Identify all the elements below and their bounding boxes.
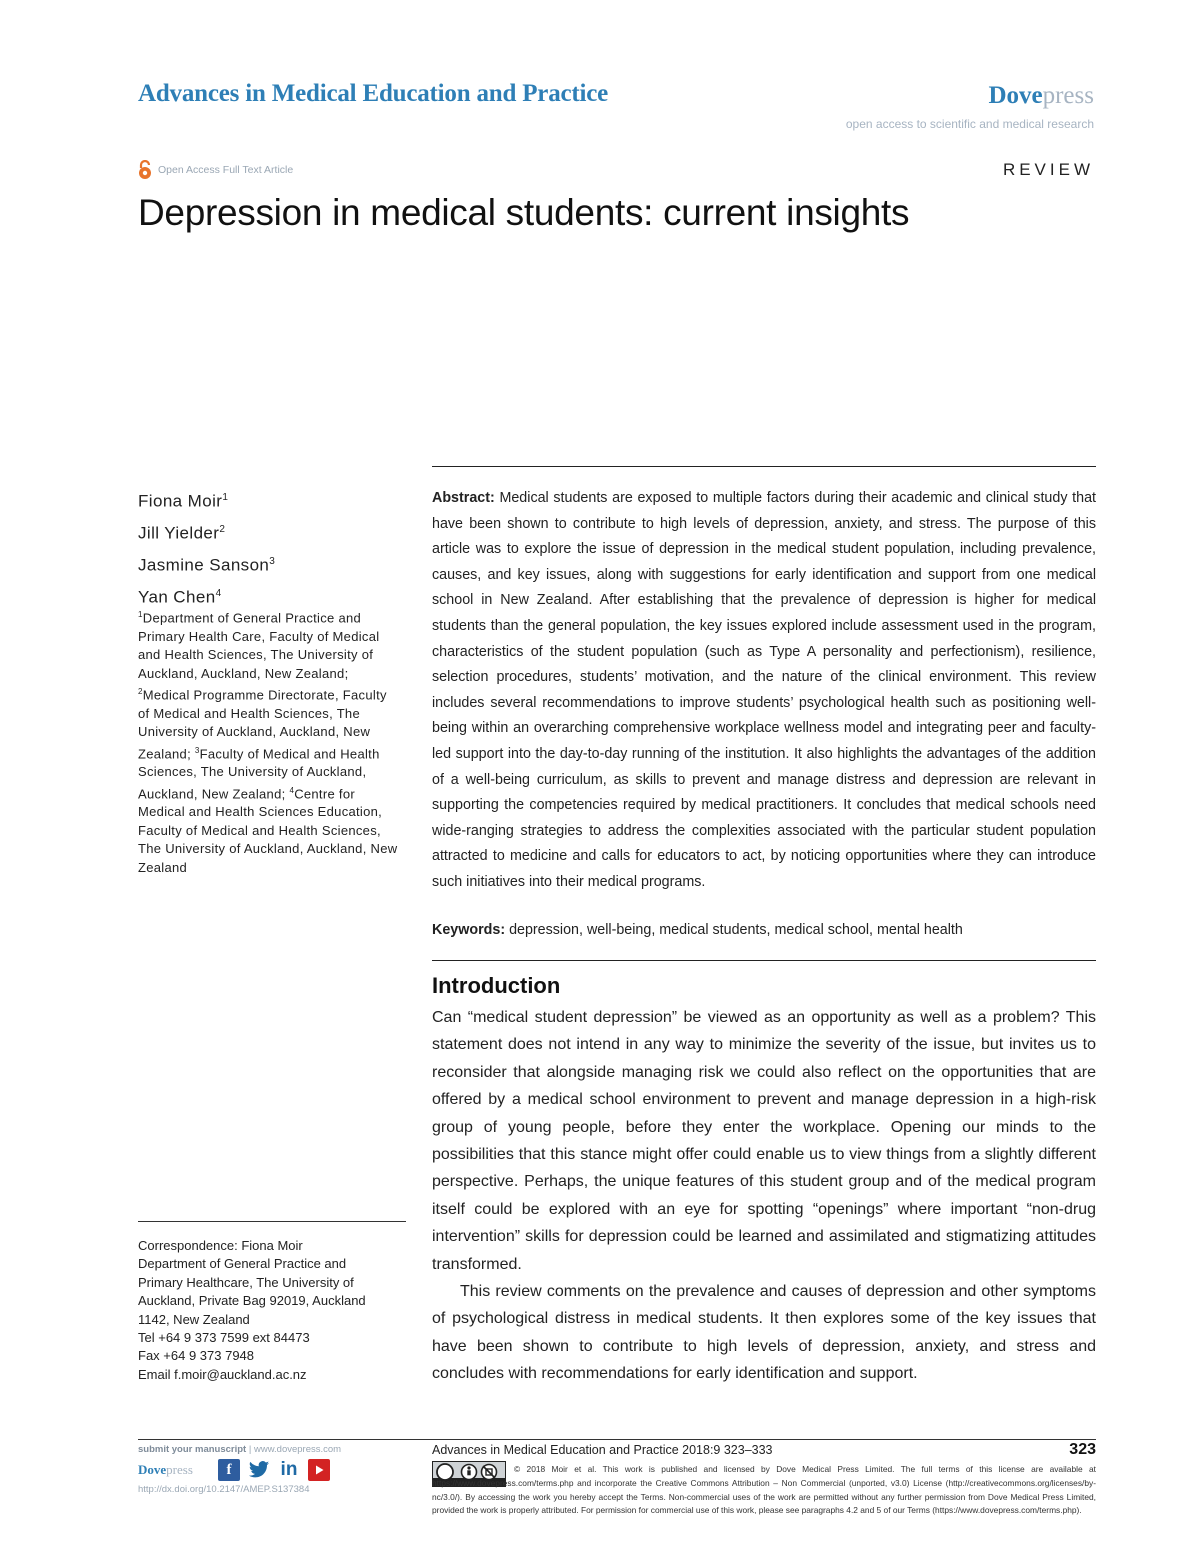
brand-sub: press <box>1042 82 1094 109</box>
author-list <box>138 484 275 613</box>
linkedin-icon[interactable]: in <box>278 1459 300 1481</box>
journal-title: Advances in Medical Education and Practice <box>138 80 609 107</box>
introduction-paragraph-1: Can “medical student depression” be viewed as an opportunity as well as a problem? This statement does not intend in any way to minimize the severity of the issue, but invites us to reconsider that alongside managing risk we could also reflect on the opportunities that are offered by a medical school environment to prevent and manage depression in a high-risk group of young people, before they enter the workplace. Opening our minds to the possibilities that this stance might offer could enable us to view things from a slightly different perspective. Perhaps, the unique features of this student group and of the medical program itself could be explored with an eye for spotting “openings” where important “non-drug intervention” skills for depression could be learned and assimilated and stigmatizing attitudes transformed. <box>432 1009 1096 1273</box>
introduction-heading: Introduction <box>432 973 561 998</box>
citation-line: Advances in Medical Education and Practice 2018:9 323–333 <box>432 1443 773 1457</box>
abstract-bottom-rule <box>432 960 1096 961</box>
keywords-label: Keywords: <box>432 922 506 938</box>
author: Yan Chen$^4$ <box>138 588 222 608</box>
article-title: Depression in medical students: current insights <box>138 192 910 233</box>
submit-manuscript-link[interactable]: submit your manuscript | www.dovepress.com <box>138 1444 342 1455</box>
author: Jasmine Sanson$^3$ <box>138 555 276 575</box>
doi-link[interactable]: http://dx.doi.org/10.2147/AMEP.S137384 <box>138 1484 310 1495</box>
keywords <box>432 918 1096 944</box>
youtube-icon[interactable] <box>308 1459 330 1481</box>
facebook-icon[interactable]: f <box>218 1459 240 1481</box>
page-number: 323 <box>1069 1441 1096 1458</box>
introduction-paragraph-2: This review comments on the prevalence and causes of depression and other symptoms of psychological distress in medical students. It then explores some of the key issues that have been shown to contribute to high levels of depression, anxiety, and stress and concludes with recommendations for early identification and support. <box>432 1283 1096 1383</box>
author: Jill Yielder$^2$ <box>138 523 226 543</box>
correspondence-email[interactable]: Email f.moir@auckland.ac.nz <box>138 1366 307 1382</box>
open-access-label: Open Access Full Text Article <box>158 164 294 176</box>
abstract-top-rule <box>432 466 1096 467</box>
license-statement: © 2018 Moir et al. This work is published and licensed by Dove Medical Press Limited. The full terms of this license are available at https://www.dovepress.com/terms.php and incorporate the Creative Commons Attribution – Non Commercial (unported, v3.0) License (http://creativecommons.org/licenses/by-nc/3.0/). By accessing the work you hereby accept the Terms. Non-commercial uses of the work are permitted without any further permission from Dove Medical Press Limited, provided the work is properly attributed. For permission for commercial use of this work, please see paragraphs 4.2 and 5 of our Terms (https://www.dovepress.com/terms.php). <box>432 1464 1096 1516</box>
twitter-bird-icon <box>248 1460 270 1480</box>
twitter-icon[interactable] <box>248 1459 270 1481</box>
author: Fiona Moir$^1$ <box>138 491 229 511</box>
correspondence-divider <box>138 1221 406 1222</box>
section-label: REVIEW <box>1002 160 1094 179</box>
brand-main: Dove <box>988 82 1043 109</box>
abstract <box>432 486 1096 896</box>
keywords-text: depression, well-being, medical students, medical school, mental health <box>505 922 963 938</box>
footer-dovepress-logo[interactable]: Dovepress <box>138 1462 193 1477</box>
affiliations: $^1$Department of General Practice and Primary Health Care, Faculty of Medical and Health Sciences, The University of Auckland, Auckland, New Zealand; $^2$Medical Programme Directorate, Faculty of Medical and Health Sciences, The University of Auckland, Auckland, New Zealand; $^3$Faculty of Medical and Health Sciences, The University of Auckland, Auckland, New Zealand; $^4$Centre for Medical and Health Sciences Education, Faculty of Medical and Health Sciences, The University of Auckland, Auckland, New Zealand <box>138 610 398 875</box>
open-access-lock-icon <box>138 160 152 180</box>
abstract-text: Medical students are exposed to multiple factors during their academic and clinical study that have been shown to contribute to high levels of depression, anxiety, and stress. The purpose of this article was to explore the issue of depression in the medical student population, including prevalence, causes, and key issues, along with suggestions for early identification and support from one medical school in New Zealand. After establishing that the prevalence of depression is higher for medical students than the general population, the key issues explored include assessment used in the program, characteristics of the student population (such as Type A personality and perfectionism), resilience, selection procedures, students’ motivation, and the nature of the clinical environment. This review includes several recommendations to improve students’ psychological health such as positioning well-being within an overarching comprehensive workplace wellness model and integrating peer and faculty-led support into the day-to-day running of the institution. It also highlights the advantages of the addition of a well-being curriculum, as skills to prevent and manage distress and depression are relevant in supporting the competencies required by medical practitioners. It concludes that medical schools need wide-ranging strategies to address the complexities associated with the particular student population attracted to medicine and calls for educators to act, by noticing opportunities where they can introduce such initiatives into their medical programs. <box>432 490 1096 890</box>
footer-rule <box>138 1439 1096 1440</box>
abstract-label: Abstract: <box>432 490 495 506</box>
correspondence-block: Correspondence: Fiona Moir Department of General Practice and Primary Healthcare, The University of Auckland, Private Bag 92019, Auckland 1142, New Zealand Tel +64 9 373 7599 ext 84473 Fax +64 9 373 7948 Email f.moir@auckland.ac.nz <box>138 1237 406 1384</box>
youtube-play-icon <box>313 1464 325 1476</box>
publisher-tagline: open access to scientific and medical research <box>845 117 1094 131</box>
open-access-badge <box>138 160 293 180</box>
social-links <box>218 1459 330 1481</box>
dovepress-logo[interactable] <box>988 82 1094 110</box>
